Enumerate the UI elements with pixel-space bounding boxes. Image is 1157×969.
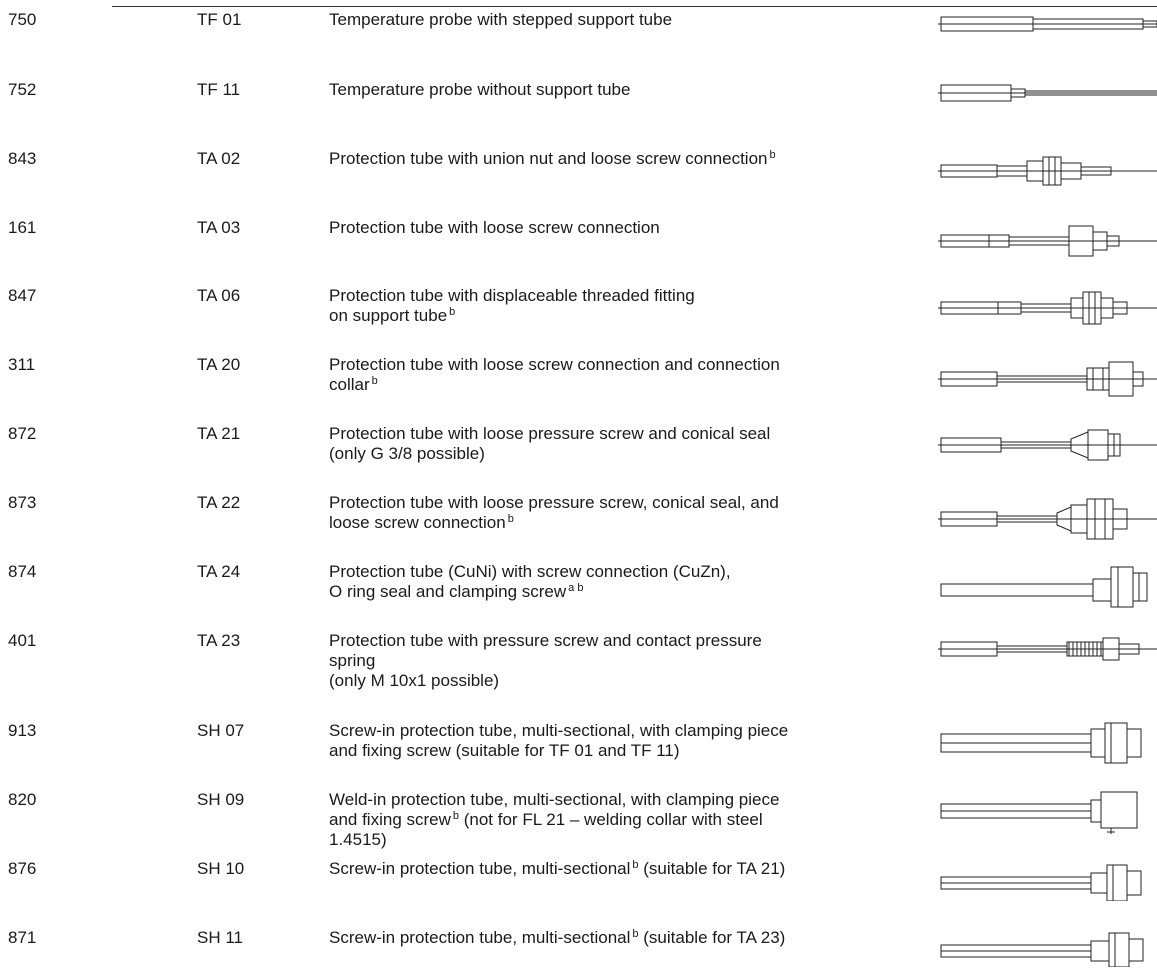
article-number: 820: [8, 790, 37, 809]
article-number: 847: [8, 286, 37, 305]
description-text: on support tube: [329, 306, 448, 325]
weld-in-icon: [938, 786, 1157, 834]
description: [329, 10, 929, 30]
description-line: [329, 513, 929, 533]
description-line: [329, 218, 929, 238]
type-code: TF 01: [197, 10, 242, 29]
description-line: [329, 306, 929, 326]
description-text-after: (suitable for TA 21): [638, 859, 786, 878]
article-number: 872: [8, 424, 37, 443]
description-line: [329, 444, 929, 464]
article-number: 913: [8, 721, 37, 740]
description: [329, 355, 929, 395]
footnote-marker: b: [769, 149, 776, 161]
type-code: TA 24: [197, 562, 241, 581]
footnote-marker: b: [449, 306, 456, 318]
description-text: Screw-in protection tube, multi-sectional: [329, 859, 631, 878]
description: [329, 218, 929, 238]
description-text: Protection tube with union nut and loose screw connection: [329, 149, 768, 168]
description-line: [329, 424, 929, 444]
description-line: [329, 830, 929, 850]
description-text-after: (suitable for TA 23): [638, 928, 786, 947]
table-top-rule: [112, 6, 1157, 7]
screw-in-ta23-icon: [938, 931, 1157, 967]
description-line: [329, 651, 929, 671]
description-text: Protection tube with loose pressure screw and conical seal: [329, 424, 771, 443]
screw-in-ta21-icon: [938, 861, 1157, 901]
union-nut-screw-icon: [938, 153, 1157, 189]
plain-probe-icon: [938, 80, 1157, 106]
footnote-marker: b: [452, 810, 460, 822]
description: [329, 493, 929, 533]
description-text: Screw-in protection tube, multi-sectional, with clamping piece: [329, 721, 789, 740]
pressure-spring-icon: [938, 633, 1157, 665]
article-number: 873: [8, 493, 37, 512]
article-number: 876: [8, 859, 37, 878]
article-number: 843: [8, 149, 37, 168]
description-line: [329, 810, 929, 830]
description-text: 1.4515): [329, 830, 387, 849]
description-line: [329, 631, 929, 651]
description-text: Temperature probe without support tube: [329, 80, 631, 99]
article-number: 874: [8, 562, 37, 581]
description: [329, 80, 929, 100]
description-line: [329, 80, 929, 100]
threaded-fitting-icon: [938, 290, 1157, 326]
footnote-marker: b: [371, 375, 378, 387]
screw-in-clamping-icon: [938, 719, 1157, 767]
type-code: TA 20: [197, 355, 241, 374]
footnote-marker: a b: [568, 582, 584, 594]
description-text: Protection tube with loose pressure screw, conical seal, and: [329, 493, 779, 512]
type-code: TA 02: [197, 149, 241, 168]
description: [329, 562, 929, 602]
description-line: [329, 721, 929, 741]
description-text: O ring seal and clamping screw: [329, 582, 567, 601]
description-line: [329, 790, 929, 810]
type-code: TA 06: [197, 286, 241, 305]
article-number: 401: [8, 631, 37, 650]
description-text: Temperature probe with stepped support tube: [329, 10, 673, 29]
description: [329, 424, 929, 464]
description: [329, 286, 929, 326]
type-code: TA 23: [197, 631, 241, 650]
description-text: Protection tube with displaceable threaded fitting: [329, 286, 695, 305]
article-number: 752: [8, 80, 37, 99]
description-line: [329, 355, 929, 375]
description-text: (only G 3/8 possible): [329, 444, 485, 463]
description-text: (only M 10x1 possible): [329, 671, 500, 690]
description-text: Protection tube (CuNi) with screw connection (CuZn),: [329, 562, 731, 581]
article-number: 871: [8, 928, 37, 947]
loose-screw-icon: [938, 222, 1157, 260]
description-text: and fixing screw (suitable for TF 01 and TF 11): [329, 741, 680, 760]
description-text: and fixing screw: [329, 810, 451, 829]
description: [329, 631, 929, 691]
type-code: TA 03: [197, 218, 241, 237]
type-code: SH 10: [197, 859, 245, 878]
description-text: spring: [329, 651, 376, 670]
article-number: 750: [8, 10, 37, 29]
description: [329, 721, 929, 761]
description-text-after: (not for FL 21 – welding collar with steel: [459, 810, 763, 829]
article-number: 311: [8, 355, 36, 374]
description: [329, 859, 929, 879]
description-text: Protection tube with pressure screw and contact pressure: [329, 631, 762, 650]
type-code: TA 22: [197, 493, 241, 512]
footnote-marker: b: [632, 859, 639, 871]
description-text: collar: [329, 375, 370, 394]
description-line: [329, 493, 929, 513]
description-line: [329, 741, 929, 761]
description: [329, 790, 929, 850]
description-line: [329, 286, 929, 306]
description: [329, 149, 929, 169]
description-text: Protection tube with loose screw connection and connection: [329, 355, 780, 374]
o-ring-clamping-icon: [938, 563, 1157, 611]
description-line: [329, 928, 929, 948]
stepped-probe-icon: [938, 14, 1157, 34]
description-line: [329, 859, 929, 879]
connection-collar-icon: [938, 360, 1157, 398]
description-text: Screw-in protection tube, multi-sectional: [329, 928, 631, 947]
description-line: [329, 375, 929, 395]
pressure-screw-connection-icon: [938, 497, 1157, 541]
type-code: SH 11: [197, 928, 243, 947]
description-text: Protection tube with loose screw connection: [329, 218, 660, 237]
description-line: [329, 10, 929, 30]
description-line: [329, 149, 929, 169]
type-code: SH 09: [197, 790, 245, 809]
description-line: [329, 582, 929, 602]
type-code: TF 11: [197, 80, 241, 99]
article-number: 161: [8, 218, 37, 237]
description: [329, 928, 929, 948]
description-line: [329, 671, 929, 691]
footnote-marker: b: [632, 928, 639, 940]
footnote-marker: b: [507, 513, 514, 525]
description-text: Weld-in protection tube, multi-sectional, with clamping piece: [329, 790, 780, 809]
description-line: [329, 562, 929, 582]
type-code: SH 07: [197, 721, 245, 740]
conical-seal-icon: [938, 428, 1157, 462]
description-text: loose screw connection: [329, 513, 506, 532]
type-code: TA 21: [197, 424, 241, 443]
